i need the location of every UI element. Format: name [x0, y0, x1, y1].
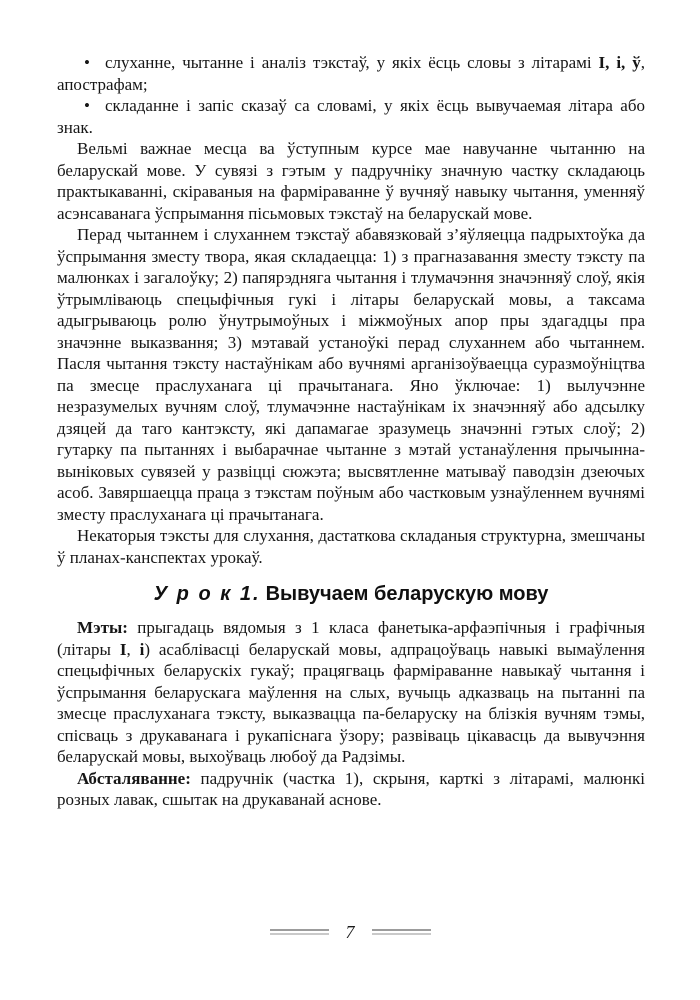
- lesson-title: Вывучаем беларускую мову: [265, 583, 549, 605]
- page-footer: [0, 923, 700, 941]
- page-content: [57, 52, 645, 811]
- paragraph-text-preparation: Перад чытаннем і слуханнем тэкстаў абавязковай з’яўляецца падрыхтоўка да ўспрымання зместу твора, якая складаецца: 1) з прагназавання зместу тэксту па малюнках і загалоўку; 2) папярэдняга чытання і тлумачэння значэнняў слоў, якія ўтрымліваюць спецыфічныя гукі і літары беларускай мовы, а таксама адыгрываюць ролю ўнутрымоўных і міжмоўных апор пры здагадцы пра значэнне выказвання; 3) мэтавай устаноўкі перад слуханнем або чытаннем. Пасля чытання тэксту настаўнікам або вучнямі арганізоўваецца суразмоўніцтва па змесце праслуханага ці прачытанага. Яно ўключае: 1) вылучэнне незразумелых вучням слоў, тлумачэнне настаўнікам іх значэнняў або адсылку дзяцей да таго кантэксту, які дапамагае зразумець значэнні гэтых слоў; 2) гутарку па пытаннях і выбарачнае чытанне з мэтай устанаўлення прычынна-выніковых сувязей у развіцці сюжэта; высвятленне матываў паводзін дзеючых асоб. Завяршаецца праца з тэкстам поўным або частковым узнаўленнем вучнямі зместу праслуханага ці прачытанага.: [57, 225, 645, 524]
- paragraph-reading-importance: Вельмі важнае месца ва ўступным курсе мае навучанне чытанню на беларускай мове. У сувязі з гэтым у падручніку значную частку складаюць практыкаванні, скіраваныя на фарміраванне ў вучняў навыку чытання, уменняў асэнсаванага ўспрымання пісьмовых тэкстаў на беларускай мове.: [57, 139, 645, 223]
- bullet-item: [57, 95, 645, 138]
- bullet-item-text: складанне і запіс сказаў са словамі, у якіх ёсць вывучаемая літара або знак.: [57, 96, 645, 137]
- page-number: 7: [345, 922, 355, 942]
- goals-paragraph: Мэты: прыгадаць вядомыя з 1 класа фанетыка-арфаэпічныя і графічныя (літары І, і) асаблівасці беларускай мовы, адпрацоўваць навыкі вымаўлення спецыфічных беларускіх гукаў; працягваць фарміраванне навыкаў чытання і ўспрымання беларускага маўлення на слых, вучыць адказваць на пытанні па змесце праслуханага тэксту, выказвацца па-беларуску на блізкія вучням тэмы, спісваць з друкаванага і рукапіснага ўзору; развіваць цікавасць да вывучэння беларускай мовы, выхоўваць любоў да Радзімы.: [57, 618, 645, 766]
- footer-rule-right: [372, 929, 431, 935]
- bullet-item-text: слуханне, чытанне і аналіз тэкстаў, у якіх ёсць словы з літарамі І, і, ў, апострафам;: [57, 53, 645, 94]
- equipment-paragraph: Абсталяванне: падручнік (частка 1), скрыня, карткі з літарамі, малюнкі розных лавак, сшытак на друкаванай аснове.: [57, 768, 645, 809]
- bullet-item: [57, 52, 645, 95]
- lesson-number: У р о к 1.: [153, 583, 261, 605]
- bullet-icon: •: [84, 53, 90, 72]
- footer-rule-left: [270, 929, 329, 935]
- bullet-icon: •: [84, 96, 90, 115]
- lesson-heading: [57, 583, 645, 606]
- paragraph-listening-texts: Некаторыя тэксты для слухання, дастаткова складаныя структурна, змешчаны ў планах-канспектах урокаў.: [57, 526, 645, 567]
